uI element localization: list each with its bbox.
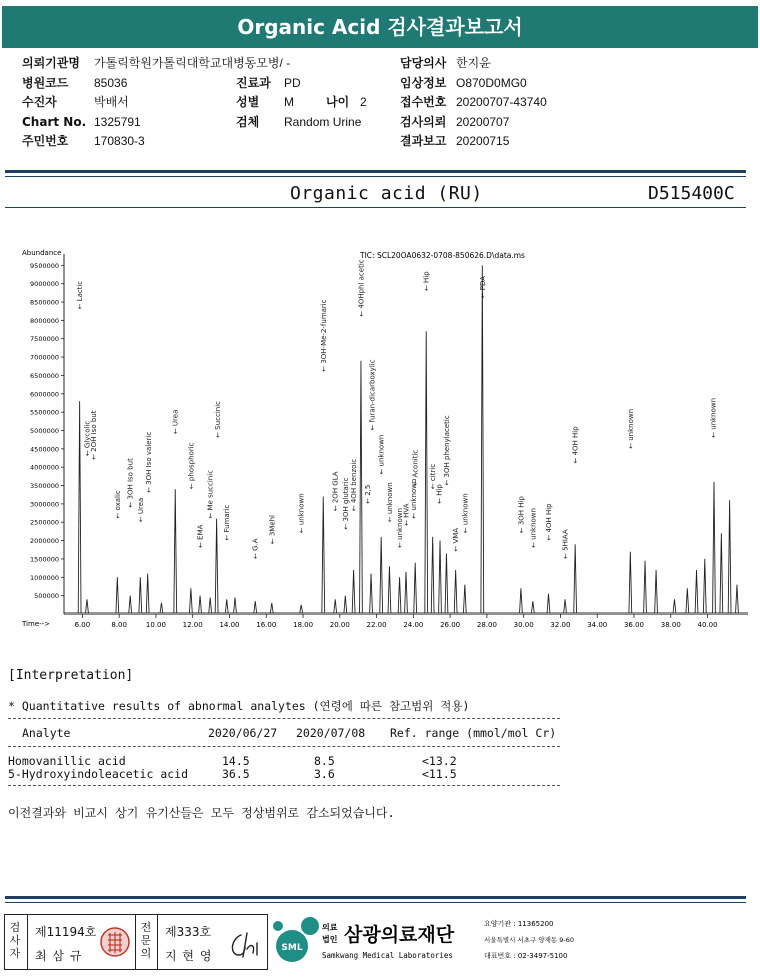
x-tick-label: 32.00 [550,621,571,629]
annotation-label: ← phosphoric [187,442,196,490]
peak-annotation [517,496,525,534]
y-tick-label: 5000000 [30,426,59,435]
age-value: 2 [360,95,367,110]
peak-annotation [378,435,386,475]
analyte-name: Homovanillic acid [8,754,126,768]
peak-annotation [332,471,340,511]
annotation-label: ← 5HIAA [561,529,570,559]
chromatogram-peak [209,597,212,613]
annotation-label: ← 3OH phenylacetic [442,415,451,486]
examiner-name: 최 삼 규 [35,949,83,963]
peak-annotation [386,482,394,522]
lab-name: 삼광의료재단 [344,924,455,946]
lab-brand [272,912,758,972]
x-tick-label: 34.00 [587,621,608,629]
y-axis-label: Abundance [22,249,62,257]
examiner-seal [99,925,131,959]
field-value: 박배서 [94,95,129,110]
peak-annotation [529,508,537,548]
x-tick-label: 16.00 [256,621,277,629]
annotation-label: ← 2OH GLA [331,471,340,512]
peak-annotation [710,398,718,438]
x-axis-label: Time--> [22,620,51,628]
peak-annotation [479,276,487,299]
peak-annotation [562,529,570,559]
annotation-label: ← oxalic [113,490,122,519]
chromatogram-peak [116,577,119,613]
annotation-label: ← HVA [402,503,411,526]
peak-annotation [545,503,553,541]
interpretation-note: 이전결과와 비교시 상기 유기산들은 모두 정상범위로 감소되었습니다. [8,806,395,820]
x-tick-label: 12.00 [182,621,203,629]
report-title: Organic Acid 검사결과보고서 [2,6,758,48]
chart-title: Organic acid (RU) [290,183,483,204]
chromatogram-peak [270,603,273,613]
field-label: 검사의뢰 [400,114,447,129]
field-value: 20200707-43740 [456,95,547,110]
y-tick-label: 6000000 [30,390,59,399]
chromatogram-peak [686,588,689,613]
annotation-label: ← 3OH Iso valeric [145,431,154,493]
y-tick-label: 2500000 [30,518,59,527]
table-row [8,767,568,781]
x-tick-label: 8.00 [111,621,127,629]
chromatogram-peak [352,570,355,613]
ref-range: <11.5 [422,767,457,781]
field-label: 병원코드 [22,75,69,90]
field-label: 성별 [236,95,260,110]
x-tick-label: 40.00 [697,621,718,629]
peak-annotation [207,470,215,519]
lab-english-name: Samkwang Medical Laboratories [322,951,453,960]
chromatogram-peak [720,533,723,613]
annotation-label: ← Succinic [214,400,223,438]
peak-annotation [572,426,580,464]
y-tick-label: 3500000 [30,482,59,491]
annotation-label: ← Hip [435,484,444,504]
cell-divider [157,915,158,969]
field-value: O870D0MG0 [456,75,527,90]
ref-range: <13.2 [422,754,457,768]
chromatogram-peak [425,331,428,613]
annotation-label: ← unknown [709,397,718,438]
chromatogram-peak [215,519,218,613]
peak-annotation [443,415,451,485]
sml-logo-icon [273,917,319,962]
field-label: 결과보고 [400,134,447,149]
chromatogram-peak [360,361,363,613]
annotation-label: ← unknown [529,508,538,548]
x-tick-label: 28.00 [476,621,497,629]
chromatogram-peak [703,559,706,613]
reviewer-license: 제333호 [165,925,212,939]
annotation-label: ← 4OH Hip [571,426,580,464]
field-label: 의뢰기관명 [22,56,80,70]
chart-subtitle: TIC: SCL20OA0632-0708-850626.D\data.ms [360,251,525,260]
x-tick-label: 6.00 [74,621,91,629]
chromatogram-peak [439,541,442,613]
peak-annotation [187,442,195,489]
annotation-label: ← 3OH-Me-2-fumaric [319,299,328,372]
column-header: 2020/07/08 [296,726,366,740]
field-label: 진료과 [236,75,271,90]
column-header: 2020/06/27 [208,726,278,740]
annotation-label: ← unknown [297,493,306,534]
annotation-label: ← 4OH benzoic [350,458,359,512]
y-tick-label: 8500000 [30,298,59,307]
chromatogram-peak [234,597,237,613]
peak-annotation [127,458,135,508]
annotation-label: ← unknown [377,434,386,475]
chromatogram-peak [174,489,177,613]
chromatogram-peak [629,552,632,613]
chromatogram-peak [547,594,550,613]
chromatogram-peak [388,566,391,613]
peak-annotation [298,493,306,533]
chromatogram-chart [0,240,760,640]
field-value: M [284,95,294,110]
annotation-label: ← Aconitic [411,449,420,486]
column-header: Ref. range (mmol/mol Cr) [390,726,557,740]
peak-annotation [461,493,469,533]
peak-annotation [364,485,372,504]
chromatogram-peak [370,574,373,613]
chart-code: D515400C [648,183,735,204]
result-value: 8.5 [314,754,335,768]
reviewer-signature [227,929,263,961]
x-tick-label: 30.00 [513,621,534,629]
field-value: PD [284,75,301,90]
annotation-label: ← Lactic [76,280,85,310]
chromatogram-peak [431,537,434,613]
annotation-label: ← EMA [196,524,205,548]
annotation-label: ← unknown [626,408,635,449]
y-tick-label: 9500000 [30,261,59,270]
cell-divider [27,915,28,969]
result-value: 3.6 [314,767,335,781]
chart-header [0,181,760,207]
annotation-label: ← unknown [396,508,405,548]
peak-annotation [627,409,635,449]
table-rule [8,785,560,786]
divider [5,176,746,177]
annotation-label: ← unknown [409,478,418,519]
chromatogram-peak [728,500,731,613]
peak-annotation [114,490,122,518]
chromatogram-peak [736,585,739,613]
table-rule [8,718,560,719]
x-tick-label: 38.00 [660,621,681,629]
chromatogram-peak [160,603,163,613]
patient-info-right [400,54,547,152]
annotation-label: ← Urea [171,409,180,435]
legal-prefix: 의료 [322,923,338,932]
annotation-label: ← 3Mehl [268,514,277,545]
annotation-label: ← unknown [461,493,470,534]
y-tick-label: 5500000 [30,408,59,417]
peak-annotation [90,410,98,460]
table-row [8,754,568,768]
peak-annotation [342,477,350,529]
examiner-label: 검 사 자 [9,921,21,960]
annotation-label: ← 3OH Hip [517,496,526,534]
field-value: 85036 [94,75,128,90]
legal-prefix: 법인 [322,935,338,944]
patient-info-middle [236,54,367,132]
chromatogram-peak [225,599,228,613]
peak-annotation [436,484,444,504]
peak-annotation [137,498,145,523]
result-value: 14.5 [222,754,250,768]
peak-annotation [357,259,365,317]
annotation-label: ← furan-dicarboxylic [368,359,377,431]
chromatogram-peak [695,570,698,613]
cell-divider [135,915,136,969]
peak-annotation [76,281,84,310]
signature-box [4,914,268,970]
x-tick-label: 14.00 [219,621,240,629]
peak-annotation [368,359,376,430]
peak-annotation [350,459,358,512]
reviewer-label: 전 문 의 [140,921,152,960]
chromatogram-peak [520,588,523,613]
x-tick-label: 24.00 [403,621,424,629]
divider [5,902,746,903]
y-tick-label: 500000 [34,592,59,601]
chromatogram-peak [322,497,325,613]
field-value: 1325791 [94,114,141,129]
chromatogram-peak [414,563,417,613]
peak-annotation [452,528,460,552]
y-tick-label: 2000000 [30,537,59,546]
annotation-label: ← 2,5 [363,484,372,504]
x-tick-label: 26.00 [440,621,461,629]
interpretation-subheading: * Quantitative results of abnormal analytes (연령에 따른 참고범위 적용) [8,699,470,713]
peak-annotation [412,450,420,486]
field-value: 20200707 [456,114,510,129]
results-table-header [8,726,568,742]
y-tick-label: 7500000 [30,335,59,344]
interpretation-heading: [Interpretation] [8,668,134,683]
annotation-label: ← Glycolic [83,420,92,457]
age-label: 나이 [326,95,350,110]
peak-annotation [252,538,260,559]
field-label: Chart No. [22,114,87,129]
annotation-label: ← G.A [251,538,260,559]
chromatogram-peak [564,599,567,613]
y-tick-label: 6500000 [30,371,59,380]
annotation-label: ← Fumaric [223,504,232,541]
x-tick-label: 22.00 [366,621,387,629]
field-value: 한지윤 [456,56,491,70]
chromatogram-peak [344,596,347,613]
chromatogram-peak [254,601,257,613]
field-value: 170830-3 [94,134,145,149]
annotation-label: ← citric [429,463,438,490]
institution-code: 요양기관 : 11365200 [484,920,554,928]
y-tick-label: 1500000 [30,555,59,564]
peak-annotation [223,504,231,540]
sml-logo-text: SML [281,943,303,953]
y-tick-label: 7000000 [30,353,59,362]
y-tick-label: 4500000 [30,445,59,454]
annotation-label: ← 4OHphl acetic [357,259,366,317]
field-value: Random Urine [284,114,362,129]
chromatogram-peak [78,401,81,613]
annotation-label: ← Me succinic [206,469,215,519]
peak-annotation [268,515,276,544]
chromatogram-peak [655,570,658,613]
peak-annotation [214,401,222,438]
chromatogram-peak [380,537,383,613]
chromatogram-peak [574,544,577,613]
y-tick-label: 1000000 [30,573,59,582]
peak-annotation [172,410,180,435]
reviewer-name: 지 현 영 [165,949,213,963]
chromatogram-peak [86,599,89,613]
annotation-label: ← 2OH Iso but [89,410,98,460]
chromatogram-peak [445,553,448,613]
chromatogram-peak [644,561,647,613]
y-tick-label: 8000000 [30,316,59,325]
annotation-label: ← 3OH glutaric [341,477,350,530]
header-divider [5,170,746,173]
chromatogram-peak [454,570,457,613]
column-header: Analyte [22,726,71,740]
annotation-label: ← VMA [452,527,461,552]
result-value: 36.5 [222,767,250,781]
examiner-license: 제11194호 [35,925,97,939]
chromatogram-peak [673,599,676,613]
chromatogram-peak [139,577,142,613]
chromatogram-peak [129,596,132,613]
annotation-label: ← 3OH Iso but [126,458,135,508]
chromatogram-peak [146,574,149,613]
x-tick-label: 20.00 [329,621,350,629]
table-rule [8,746,560,747]
field-label: 접수번호 [400,95,447,110]
chromatogram-peak [189,588,192,613]
divider [5,207,746,208]
field-label: 수진자 [22,95,57,110]
peak-annotation [145,432,153,493]
x-tick-label: 36.00 [623,621,645,629]
annotation-label: ← Urea [136,497,145,523]
lab-address: 서울특별시 서초구 양재동 9-60 [484,936,575,944]
chromatogram-peak [334,599,337,613]
chromatogram-peak [398,577,401,613]
field-label: 검체 [236,114,260,129]
field-label: 임상정보 [400,75,447,90]
lab-phone: 대표번호 : 02-3497-5100 [484,952,568,960]
peak-annotation [197,524,205,548]
annotation-label: ← PDA [478,275,487,299]
peak-annotation [320,299,328,372]
chromatogram-peak [300,605,303,613]
chromatogram-peak [531,601,534,613]
field-value: 20200715 [456,134,510,149]
annotation-label: ← 4OH Hip [545,503,553,541]
field-value: 가톨릭학원가톨릭대학교대병동모병/ - [94,56,291,70]
peak-annotation [423,271,431,291]
y-tick-label: 3000000 [30,500,59,509]
chromatogram-peak [405,572,408,613]
y-tick-label: 4000000 [30,463,59,472]
chromatogram-peak [199,596,202,613]
chromatogram-peak [463,585,466,613]
annotation-label: ← unknown [385,482,394,523]
chromatogram-peak [481,265,484,613]
analyte-name: 5-Hydroxyindoleacetic acid [8,767,189,781]
chromatogram-peak [713,482,716,613]
x-tick-label: 18.00 [293,621,314,629]
field-label: 주민번호 [22,134,69,149]
annotation-label: ← Hip [422,271,431,292]
field-label: 담당의사 [400,56,447,70]
y-tick-label: 9000000 [30,280,59,289]
footer-divider [5,896,746,899]
x-tick-label: 10.00 [145,621,166,629]
